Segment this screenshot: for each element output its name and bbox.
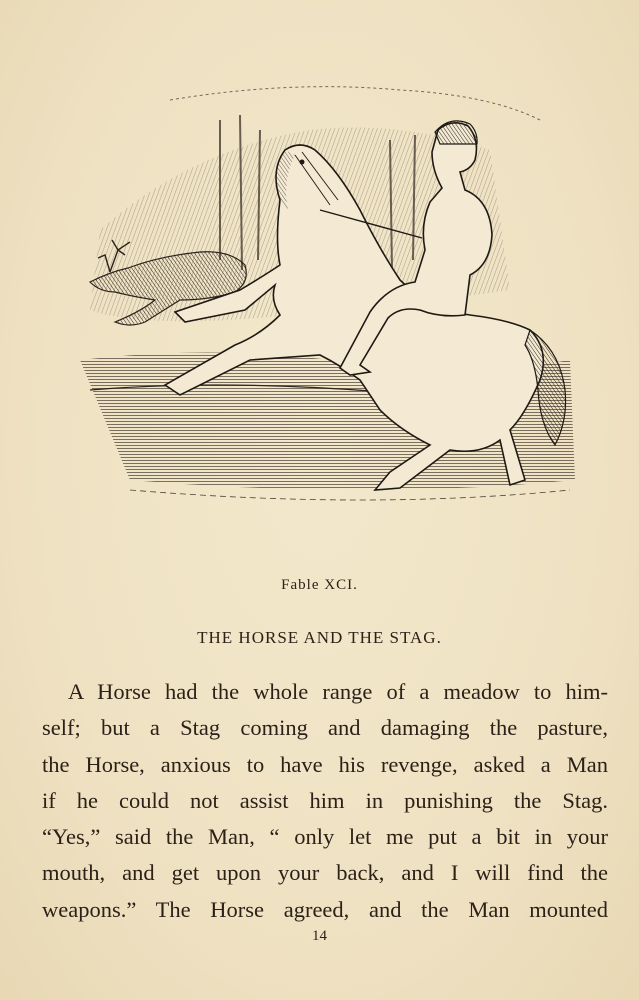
page-number: 14 (312, 928, 327, 944)
text-line: A Horse had the whole range of a meadow to him- (68, 679, 608, 704)
fable-title: THE HORSE AND THE STAG. (197, 628, 442, 647)
horse-and-stag-engraving (70, 60, 590, 520)
text-line: weapons.” The Horse agreed, and the Man mounted (42, 896, 608, 922)
text-line: if he could not assist him in punishing the Stag. (42, 787, 608, 813)
fable-number: Fable XCI. (281, 577, 358, 593)
text-line: “Yes,” said the Man, “ only let me put a bit in your (42, 824, 608, 850)
fable-body-text (42, 674, 608, 928)
text-line: self; but a Stag coming and damaging the pasture, (42, 715, 608, 741)
text-line: the Horse, anxious to have his revenge, asked a Man (42, 751, 608, 777)
text-line: mouth, and get upon your back, and I will find the (42, 860, 608, 886)
